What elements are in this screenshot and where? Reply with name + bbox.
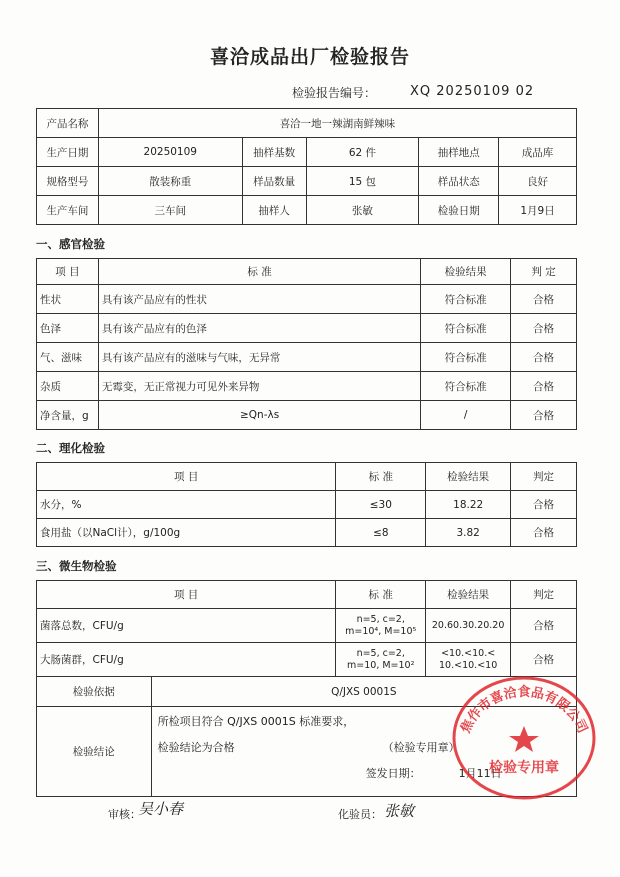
table-row-std: ≤30 xyxy=(336,491,426,519)
report-title: 喜洽成品出厂检验报告 xyxy=(209,46,410,68)
table-row-judge: 合格 xyxy=(511,372,577,401)
inspector-signature: 张敏 xyxy=(384,802,415,820)
sampler: 张敏 xyxy=(306,196,419,225)
reviewer-label: 审核： xyxy=(108,808,141,821)
workshop-label: 生产车间 xyxy=(37,196,99,225)
sample-site: 成品库 xyxy=(499,138,577,167)
table-row-item: 水分，% xyxy=(37,491,336,519)
prod-date-label: 生产日期 xyxy=(37,138,99,167)
table-row-judge: 合格 xyxy=(511,609,577,643)
physchem-heading: 二、理化检验 xyxy=(36,441,105,455)
conclusion-line1: 所检项目符合 Q/JXS 0001S 标准要求， xyxy=(157,715,355,728)
seal-text: 焦作市喜洽食品有限公司 xyxy=(458,685,590,736)
workshop: 三车间 xyxy=(98,196,242,225)
micro-h-judge: 判定 xyxy=(511,581,577,609)
sensory-heading: 一、感官检验 xyxy=(36,237,105,251)
table-row-result: 符合标准 xyxy=(421,372,511,401)
spec-label: 规格型号 xyxy=(37,167,99,196)
company-seal xyxy=(450,672,598,802)
table-row-std: 具有该产品应有的性状 xyxy=(98,285,420,314)
spec: 散装称重 xyxy=(98,167,242,196)
report-no-label: 检验报告编号： xyxy=(292,86,377,100)
table-row-result: 符合标准 xyxy=(421,285,511,314)
table-row-result: 符合标准 xyxy=(421,343,511,372)
test-date: 1月9日 xyxy=(499,196,577,225)
table-row-std: 具有该产品应有的滋味与气味，无异常 xyxy=(98,343,420,372)
table-row-item: 气、滋味 xyxy=(37,343,99,372)
issue-date: 1月11日 xyxy=(458,767,502,780)
table-row-item: 食用盐（以NaCl计），g/100g xyxy=(37,519,336,547)
table-row-judge: 合格 xyxy=(511,401,577,430)
sample-base: 62 件 xyxy=(306,138,419,167)
std-line: n=5, c=2, xyxy=(356,647,405,659)
sample-state-label: 样品状态 xyxy=(419,167,499,196)
table-row-std: 无霉变，无正常视力可见外来异物 xyxy=(98,372,420,401)
table-row-std: ≤8 xyxy=(336,519,426,547)
table-row-item: 性状 xyxy=(37,285,99,314)
table-row-std xyxy=(336,643,426,677)
micro-h-result: 检验结果 xyxy=(426,581,511,609)
result-line: 20.60.30.20.20 xyxy=(431,619,505,631)
physchem-table xyxy=(36,462,577,547)
basis-label: 检验依据 xyxy=(37,677,152,707)
issue-label: 签发日期： xyxy=(365,767,421,780)
result-line: 10.<10.<10 xyxy=(439,659,498,671)
std-line: m=10⁴, M=10⁵ xyxy=(345,625,417,637)
table-row-judge: 合格 xyxy=(511,643,577,677)
sensory-h-judge: 判 定 xyxy=(511,259,577,285)
prod-date: 20250109 xyxy=(98,138,242,167)
sample-qty: 15 包 xyxy=(306,167,419,196)
micro-h-std: 标 准 xyxy=(336,581,426,609)
test-date-label: 检验日期 xyxy=(419,196,499,225)
table-row-result: 18.22 xyxy=(426,491,511,519)
product-name-label: 产品名称 xyxy=(37,109,99,138)
table-row-result: 3.82 xyxy=(426,519,511,547)
std-line: n=5, c=2, xyxy=(356,613,405,625)
basis-value: Q/JXS 0001S xyxy=(151,677,576,707)
micro-h-item: 项 目 xyxy=(37,581,336,609)
table-row-item: 大肠菌群，CFU/g xyxy=(37,643,336,677)
physchem-h-item: 项 目 xyxy=(37,463,336,491)
sensory-h-item: 项 目 xyxy=(37,259,99,285)
seal-subtext: 检验专用章 xyxy=(489,760,559,776)
product-name: 喜洽一地一辣湖南鲜辣味 xyxy=(98,109,576,138)
sensory-table xyxy=(36,258,577,430)
table-row-judge: 合格 xyxy=(511,491,577,519)
table-row-judge: 合格 xyxy=(511,519,577,547)
conclusion-text: 检验结论为合格 xyxy=(157,741,235,754)
conclusion-label: 检验结论 xyxy=(37,707,152,797)
result-line: <10.<10.< xyxy=(441,647,496,659)
report-no-value: XQ 20250109 02 xyxy=(410,84,535,99)
table-row-item: 色泽 xyxy=(37,314,99,343)
sample-site-label: 抽样地点 xyxy=(419,138,499,167)
table-row-std: ≥Qn-λs xyxy=(98,401,420,430)
sample-base-label: 抽样基数 xyxy=(242,138,306,167)
table-row-judge: 合格 xyxy=(511,343,577,372)
inspector-label: 化验员： xyxy=(338,808,382,821)
sample-state: 良好 xyxy=(499,167,577,196)
seal-star-icon xyxy=(509,726,539,752)
physchem-h-judge: 判定 xyxy=(511,463,577,491)
stamp-note: （检验专用章） xyxy=(382,741,460,754)
table-row-result: 符合标准 xyxy=(421,314,511,343)
sensory-h-result: 检验结果 xyxy=(421,259,511,285)
micro-table xyxy=(36,580,577,677)
table-row-result: / xyxy=(421,401,511,430)
table-row-item: 菌落总数，CFU/g xyxy=(37,609,336,643)
sample-qty-label: 样品数量 xyxy=(242,167,306,196)
table-row-std xyxy=(336,609,426,643)
table-row-result xyxy=(426,609,511,643)
sensory-h-std: 标 准 xyxy=(98,259,420,285)
micro-heading: 三、微生物检验 xyxy=(36,559,117,573)
reviewer-signature: 吴小春 xyxy=(138,800,184,818)
table-row-judge: 合格 xyxy=(511,314,577,343)
product-info-table xyxy=(36,108,577,225)
table-row-judge: 合格 xyxy=(511,285,577,314)
physchem-h-result: 检验结果 xyxy=(426,463,511,491)
std-line: m=10, M=10² xyxy=(347,659,415,671)
sampler-label: 抽样人 xyxy=(242,196,306,225)
table-row-item: 杂质 xyxy=(37,372,99,401)
table-row-std: 具有该产品应有的色泽 xyxy=(98,314,420,343)
table-row-item: 净含量，g xyxy=(37,401,99,430)
physchem-h-std: 标 准 xyxy=(336,463,426,491)
